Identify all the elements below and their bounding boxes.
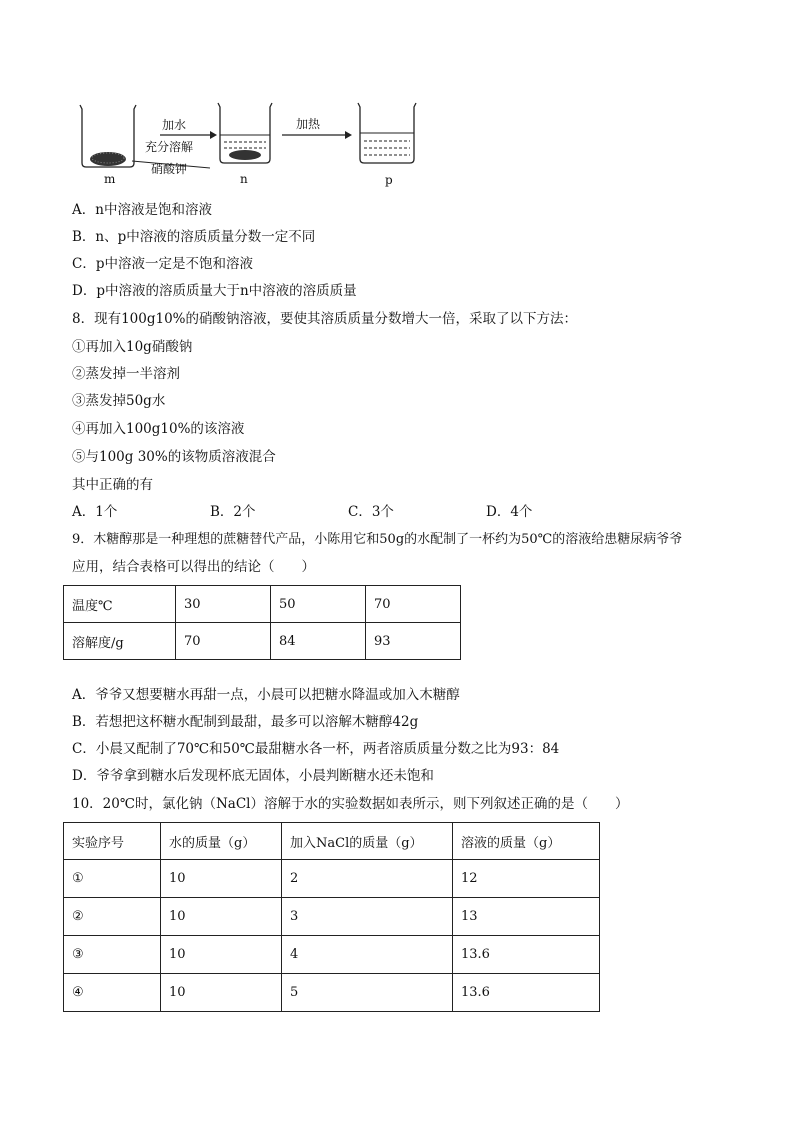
table-cell: 13.6 <box>453 936 600 974</box>
q9-stem-line2: 应用，结合表格可以得出的结论（ ） <box>72 559 315 575</box>
q8-stem: 8．现有100g10%的硝酸钠溶液，要使其溶质质量分数增大一倍，采取了以下方法： <box>72 311 578 327</box>
q8-prompt: 其中正确的有 <box>72 477 153 493</box>
q8-option-d: D．4个 <box>486 504 533 520</box>
q7-option-d: D．p中溶液的溶质质量大于n中溶液的溶质质量 <box>72 283 357 299</box>
table-row <box>64 974 600 1012</box>
potassium-nitrate-solid <box>90 152 126 166</box>
q8-option-c: C．3个 <box>348 504 394 520</box>
q8-method-4: ④再加入100g10%的该溶液 <box>72 421 245 437</box>
table-cell: 12 <box>453 860 600 898</box>
table-cell: 10 <box>161 860 282 898</box>
beaker-n <box>218 103 272 163</box>
table-cell: 70 <box>366 586 461 623</box>
beaker-p <box>358 103 416 163</box>
table-header-cell: 实验序号 <box>64 823 161 860</box>
table-row <box>64 860 600 898</box>
q8-method-5: ⑤与100g 30%的该物质溶液混合 <box>72 449 276 465</box>
q8-method-3: ③蒸发掉50g水 <box>72 393 166 409</box>
beaker-figure <box>70 95 430 195</box>
table-cell: ③ <box>64 936 161 974</box>
arrow1-top-label: 加水 <box>162 118 187 132</box>
table-header-row <box>64 823 600 860</box>
q9-solubility-table <box>63 585 461 660</box>
q7-option-c: C．p中溶液一定是不饱和溶液 <box>72 256 253 272</box>
q9-option-a: A．爷爷又想要糖水再甜一点，小晨可以把糖水降温或加入木糖醇 <box>72 687 460 703</box>
table-cell: 2 <box>282 860 453 898</box>
beaker-diagram <box>70 95 430 195</box>
table-cell: 13 <box>453 898 600 936</box>
table-row <box>64 936 600 974</box>
q7-option-b: B．n、p中溶液的溶质质量分数一定不同 <box>72 229 316 245</box>
table-header-cell: 水的质量（g） <box>161 823 282 860</box>
table-cell: 温度℃ <box>64 586 176 623</box>
arrow2-top-label: 加热 <box>296 117 321 131</box>
q8-option-b: B．2个 <box>210 504 256 520</box>
table-cell: 4 <box>282 936 453 974</box>
beaker-m <box>80 105 136 167</box>
figure-label-n: n <box>240 172 248 186</box>
figure-label-m: m <box>104 172 116 186</box>
table-cell: 93 <box>366 623 461 660</box>
table-cell: 5 <box>282 974 453 1012</box>
q8-method-1: ①再加入10g硝酸钠 <box>72 339 193 355</box>
q7-option-a: A．n中溶液是饱和溶液 <box>72 202 212 218</box>
table-cell: 3 <box>282 898 453 936</box>
q9-option-c: C．小晨又配制了70℃和50℃最甜糖水各一杯，两者溶质质量分数之比为93：84 <box>72 741 560 757</box>
q8-option-a: A．1个 <box>72 504 118 520</box>
table-cell: 10 <box>161 898 282 936</box>
q9-option-b: B．若想把这杯糖水配制到最甜，最多可以溶解木糖醇42g <box>72 714 419 730</box>
figure-label-p: p <box>385 173 393 187</box>
table-header-cell: 溶液的质量（g） <box>453 823 600 860</box>
table-row <box>64 623 461 660</box>
q9-stem-line1: 9．木糖醇那是一种理想的蔗糖替代产品，小陈用它和50g的水配制了一杯约为50℃的溶液给患糖尿病爷爷 <box>72 532 683 547</box>
q8-method-2: ②蒸发掉一半溶剂 <box>72 366 180 382</box>
table-cell: 10 <box>161 936 282 974</box>
table-cell: 溶解度/g <box>64 623 176 660</box>
table-cell: ① <box>64 860 161 898</box>
table-row <box>64 898 600 936</box>
table-cell: 30 <box>176 586 271 623</box>
q10-stem: 10．20℃时，氯化钠（NaCl）溶解于水的实验数据如表所示，则下列叙述正确的是（ ） <box>72 796 629 812</box>
table-row <box>64 586 461 623</box>
table-cell: 70 <box>176 623 271 660</box>
arrow1-bottom-label: 充分溶解 <box>145 140 194 154</box>
q10-nacl-table <box>63 822 600 1012</box>
table-cell: 13.6 <box>453 974 600 1012</box>
table-cell: 50 <box>271 586 366 623</box>
solute-label: 硝酸钾 <box>151 162 188 176</box>
table-cell: 10 <box>161 974 282 1012</box>
table-header-cell: 加入NaCl的质量（g） <box>282 823 453 860</box>
q9-option-d: D．爷爷拿到糖水后发现杯底无固体，小晨判断糖水还未饱和 <box>72 768 434 784</box>
table-cell: 84 <box>271 623 366 660</box>
table-cell: ② <box>64 898 161 936</box>
table-cell: ④ <box>64 974 161 1012</box>
